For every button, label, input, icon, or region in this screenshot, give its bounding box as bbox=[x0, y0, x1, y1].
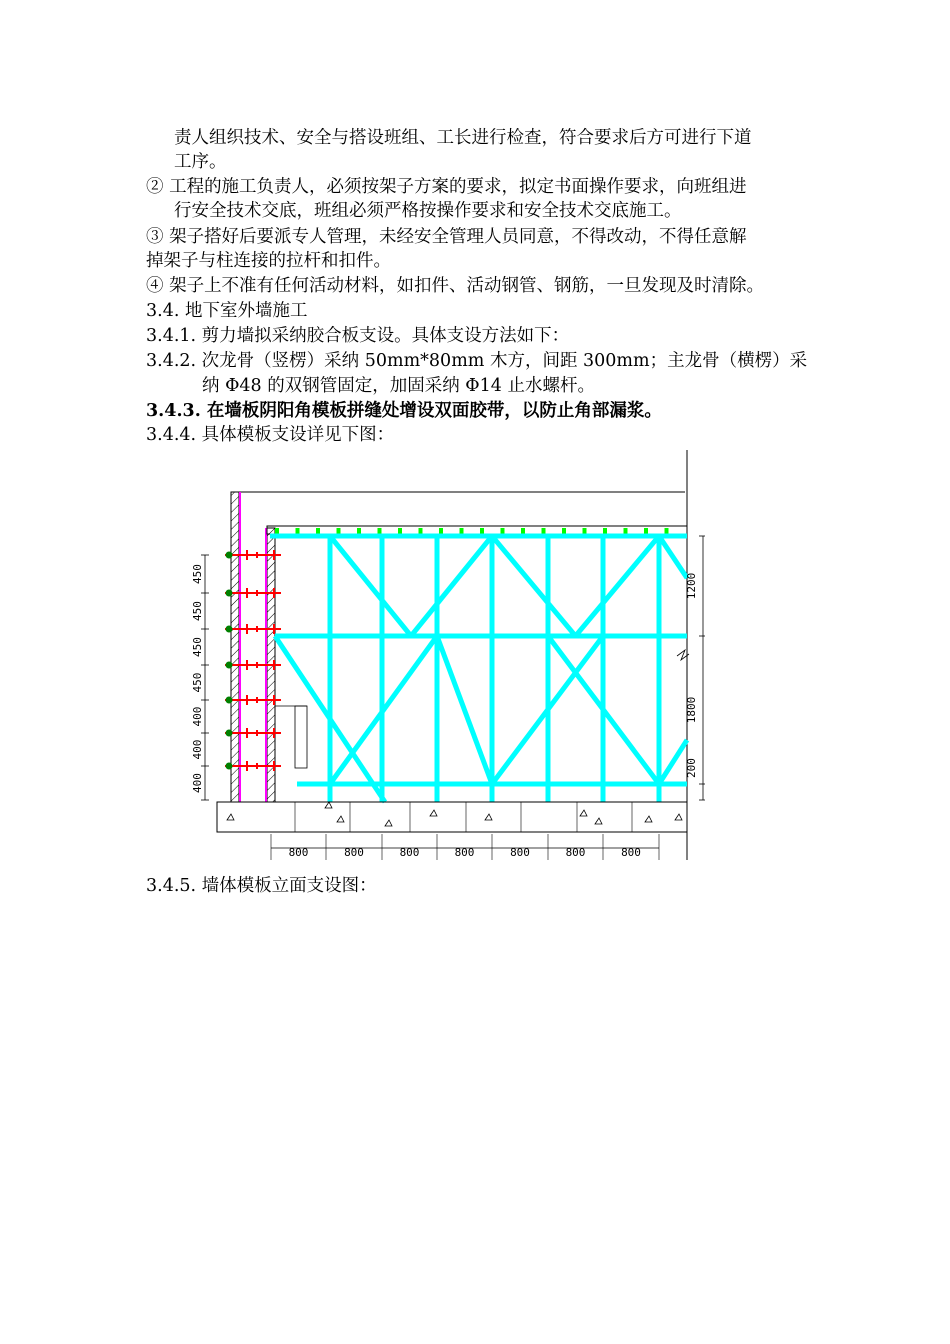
brace bbox=[659, 536, 687, 578]
brace bbox=[659, 740, 687, 784]
board-stud bbox=[439, 528, 443, 534]
section-3-4-2-line-1: 3.4.2. 次龙骨（竖楞）采纳 50mm*80mm 木方，间距 300mm；主龙骨（横楞）采 bbox=[146, 351, 808, 371]
right-dimension-chain bbox=[677, 536, 705, 800]
para-1-line-1: 责人组织技术、安全与搭设班组、工长进行检查，符合要求后方可进行下道 bbox=[174, 128, 752, 148]
bolt-nut bbox=[226, 590, 233, 597]
bottom-dim-label: 800 bbox=[454, 846, 475, 859]
para-2-line-1: ② 工程的施工负责人，必须按架子方案的要求，拟定书面操作要求，向班组进 bbox=[146, 177, 747, 197]
bolt-nut bbox=[226, 552, 233, 559]
aggregate-mark bbox=[675, 814, 682, 820]
bolt-nut bbox=[226, 662, 233, 669]
board-stud bbox=[275, 528, 279, 534]
bottom-dim-label: 800 bbox=[510, 846, 530, 859]
note-box bbox=[295, 706, 307, 768]
board-stud bbox=[562, 528, 566, 534]
aggregate-mark bbox=[385, 820, 392, 826]
bottom-dimension-chain bbox=[271, 834, 659, 860]
board-stud bbox=[337, 528, 341, 534]
bolt-nut bbox=[226, 763, 233, 770]
section-3-4-1: 3.4.1. 剪力墙拟采纳胶合板支设。具体支设方法如下： bbox=[146, 326, 570, 346]
board-stud bbox=[357, 528, 361, 534]
bottom-dim-label: 800 bbox=[344, 846, 364, 859]
left-dim-label: 450 bbox=[191, 672, 204, 693]
board-stud bbox=[398, 528, 402, 534]
bottom-dim-label: 800 bbox=[288, 846, 309, 859]
section-3-4-5: 3.4.5. 墙体模板立面支设图： bbox=[146, 876, 377, 896]
section-3-4-heading: 3.4. 地下室外墙施工 bbox=[146, 301, 308, 321]
board-stud bbox=[521, 528, 525, 534]
bottom-dim-label: 800 bbox=[565, 846, 586, 859]
board-stud bbox=[501, 528, 505, 534]
brace bbox=[492, 536, 576, 636]
bolt-nut bbox=[226, 626, 233, 633]
left-dimension-chain bbox=[191, 555, 209, 800]
left-dim-label: 400 bbox=[191, 773, 204, 793]
right-dim-label: 1800 bbox=[685, 696, 698, 724]
board-stud bbox=[378, 528, 382, 534]
aggregate-mark bbox=[325, 802, 332, 808]
left-dim-label: 450 bbox=[191, 564, 204, 584]
right-dim-label: 200 bbox=[685, 758, 698, 778]
para-4: ④ 架子上不准有任何活动材料，如扣件、活动钢管、钢筋，一旦发现及时清除。 bbox=[146, 276, 765, 296]
left-dim-label: 450 bbox=[191, 637, 204, 657]
brace bbox=[330, 536, 411, 636]
left-dim-label: 400 bbox=[191, 706, 204, 727]
section-3-4-4: 3.4.4. 具体模板支设详见下图： bbox=[146, 425, 395, 445]
aggregate-mark bbox=[580, 810, 587, 816]
top-board-studs bbox=[275, 528, 669, 534]
aggregate-mark bbox=[645, 816, 652, 822]
board-stud bbox=[316, 528, 320, 534]
para-3-line-2: 掉架子与柱连接的拉杆和扣件。 bbox=[146, 251, 391, 271]
board-stud bbox=[460, 528, 464, 534]
board-stud bbox=[480, 528, 484, 534]
formwork-section-drawing bbox=[185, 448, 705, 868]
left-wall-hatch bbox=[231, 492, 239, 802]
brace bbox=[437, 636, 492, 784]
brace bbox=[411, 536, 492, 636]
board-stud bbox=[624, 528, 628, 534]
para-3-line-1: ③ 架子搭好后要派专人管理，未经安全管理人员同意，不得改动，不得任意解 bbox=[146, 227, 747, 247]
left-dim-label: 450 bbox=[191, 601, 204, 621]
para-2-line-2: 行安全技术交底，班组必须严格按操作要求和安全技术交底施工。 bbox=[174, 201, 682, 221]
board-stud bbox=[296, 528, 300, 534]
aggregate-mark bbox=[595, 818, 602, 824]
bolt-nut bbox=[226, 697, 233, 704]
aggregate-mark bbox=[337, 816, 344, 822]
aggregate-mark bbox=[227, 814, 234, 820]
slab-aggregate-marks bbox=[227, 802, 682, 832]
section-3-4-2-line-2: 纳 Φ48 的双钢管固定，加固采纳 Φ14 止水螺杆。 bbox=[202, 376, 595, 396]
board-stud bbox=[644, 528, 648, 534]
para-1-line-2: 工序。 bbox=[174, 152, 227, 172]
scaffold-frame bbox=[270, 536, 687, 802]
aggregate-mark bbox=[430, 810, 437, 816]
board-stud bbox=[419, 528, 423, 534]
board-stud bbox=[665, 528, 669, 534]
aggregate-mark bbox=[485, 814, 492, 820]
ground-slab bbox=[217, 802, 687, 832]
section-3-4-3: 3.4.3. 在墙板阴阳角模板拼缝处增设双面胶带，以防止角部漏浆。 bbox=[146, 401, 662, 421]
bottom-dim-label: 800 bbox=[399, 846, 420, 859]
board-stud bbox=[542, 528, 546, 534]
board-stud bbox=[583, 528, 587, 534]
board-stud bbox=[603, 528, 607, 534]
bolt-nut bbox=[226, 730, 233, 737]
bottom-dim-label: 800 bbox=[621, 846, 641, 859]
right-dim-label: 1200 bbox=[685, 572, 698, 600]
left-dim-label: 400 bbox=[191, 739, 204, 760]
brace bbox=[576, 536, 660, 636]
